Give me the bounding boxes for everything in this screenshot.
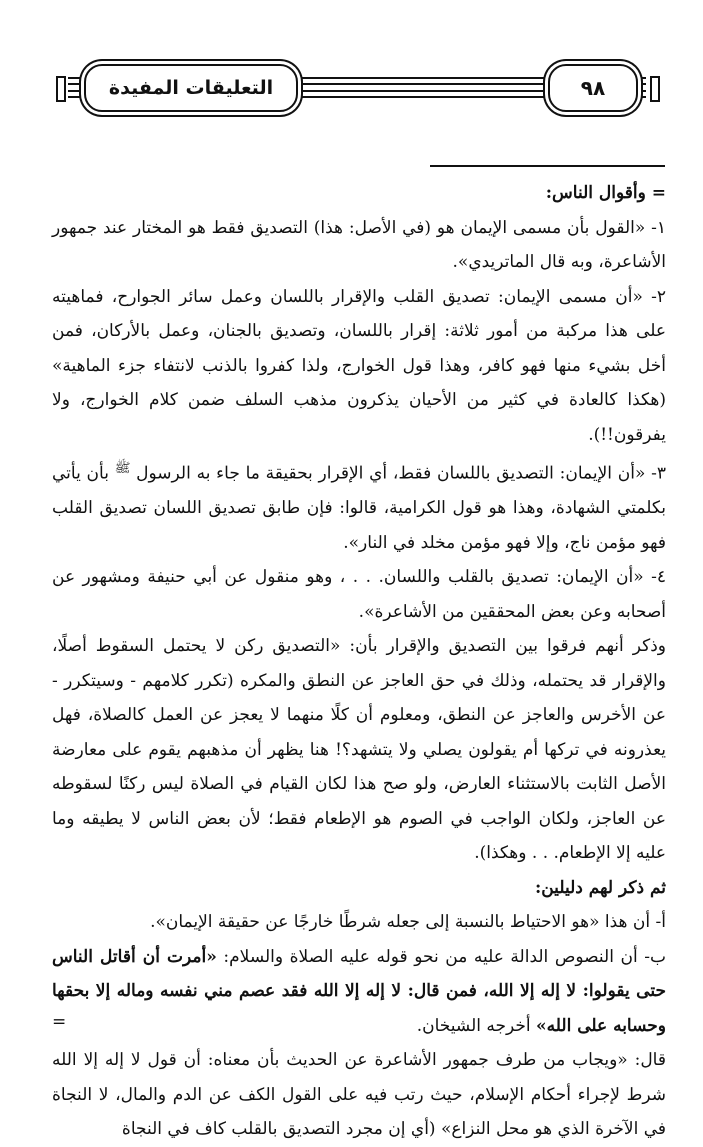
hadith-source: أخرجه الشيخان. — [416, 1015, 531, 1036]
proof-a: أ- أن هذا «هو الاحتياط بالنسبة إلى جعله شرطًا خارجًا عن حقيقة الإيمان». — [150, 912, 666, 933]
footnote-body — [52, 176, 666, 1147]
honorific-glyph: ﷺ — [114, 461, 131, 476]
header-end-cap-left — [56, 76, 66, 102]
continuation-mark: = — [52, 1012, 67, 1032]
proofs-heading: ثم ذكر لهم دليلين: — [534, 877, 666, 898]
opinion-4: ٤- «أن الإيمان: تصديق بالقلب واللسان. . . ، وهو منقول عن أبي حنيفة ومشهور عن أصحابه وعن بعض المحققين من الأشاعرة». — [52, 567, 666, 622]
opinion-3-text-start: ٣- «أن الإيمان: التصديق باللسان فقط، أي الإقرار بحقيقة ما جاء به الرسول — [136, 463, 666, 484]
footnote-separator — [430, 165, 665, 167]
opinion-3 — [52, 452, 666, 560]
header-end-cap-right — [650, 76, 660, 102]
intro-heading: = وأقوال الناس: — [545, 183, 666, 203]
opinion-3-text-end: بأن يأتي بكلمتي الشهادة، وهذا هو قول الكرامية، قالوا: فإن طابق تصديق اللسان تصديق القلب فهو مؤمن ناج، وإلا فهو مؤمن مخلد في النار». — [52, 463, 666, 553]
page-number: ٩٨ — [548, 64, 638, 112]
hadith-quote: «أمرت أن أقاتل الناس حتى يقولوا: لا إله إلا الله، فمن قال: لا إله إلا الله فقد عصم مني نفسه وماله إلا بحقها وحسابه على الله» — [52, 946, 666, 1036]
opinion-1: ١- «القول بأن مسمى الإيمان هو (في الأصل: هذا) التصديق فقط هو المختار عند جمهور الأشاعرة، وبه قال الماتريدي». — [52, 217, 666, 272]
proof-b-lead: ب- أن النصوص الدالة عليه من نحو قوله عليه الصلاة والسلام: — [223, 946, 667, 967]
paragraph-distinction: وذكر أنهم فرقوا بين التصديق والإقرار بأن: «التصديق ركن لا يحتمل السقوط أصلًا، والإقرار قد يحتمله، وذلك في حق العاجز عن النطق والمكره (تكرر كلامهم - وسيتكرر - عن الأخرس والعاجز عن النطق، ومعلوم أن كلًا منهما لا يعجز عن العمل كالصلاة، فهل يعذرونه في تركها أم يقولون يصلي ولا يتشهد؟! هنا يظهر أن مذهبهم يقوم على معارضة الأصل الثابت بالاستثناء العارض، ولو صح هذا لكان القيام في الصلاة ليس ركنًا لسقوطه عن العاجز، ولكان الواجب في الصوم هو الإطعام فقط؛ لأن بعض الناس لا يطيقه وما عليه إلا الإطعام. . . وهكذا). — [52, 636, 666, 864]
book-title: التعليقات المفيدة — [84, 64, 298, 112]
running-header — [56, 58, 660, 116]
opinion-2: ٢- «أن مسمى الإيمان: تصديق القلب والإقرار باللسان وعمل سائر الجوارح، فماهيته على هذا مركبة من أمور ثلاثة: إقرار باللسان، وتصديق بالجنان، وعمل بالأركان، فمن أخل بشيء منها فهو كافر، وهذا قول الخوارج، ولذا كفروا بالذنب لانتفاء جزء الماهية» (هكذا كالعادة في كثير من الأحيان يذكرون مذهب السلف ضمن كلام الخوارج، ولا يفرقون!!). — [52, 286, 666, 445]
response-paragraph: قال: «ويجاب من طرف جمهور الأشاعرة عن الحديث بأن معناه: أن قول لا إله إلا الله شرط لإجراء أحكام الإسلام، حيث رتب فيه على القول الكف عن الدم والمال، لا النجاة في الآخرة الذي هو محل النزاع» (أي إن مجرد التصديق بالقلب كاف في النجاة — [52, 1050, 666, 1140]
proof-b — [52, 940, 666, 1044]
